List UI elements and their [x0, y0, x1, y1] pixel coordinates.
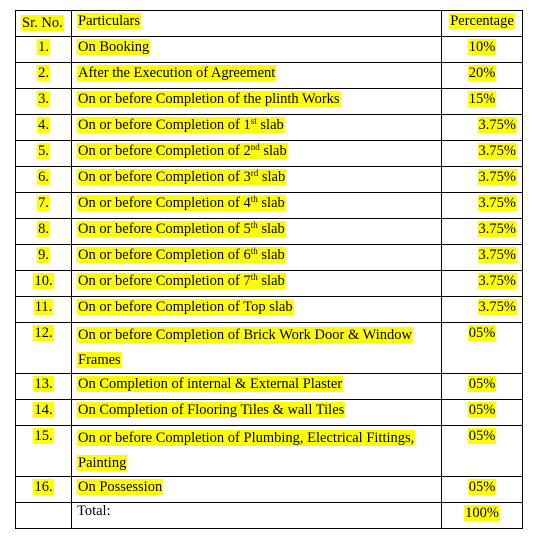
total-sr-empty [16, 503, 72, 529]
table-row [16, 426, 523, 477]
row-particulars: On or before Completion of 3rd slab [72, 167, 442, 193]
row-sr: 4. [16, 115, 72, 141]
table-row [16, 374, 523, 400]
row-particulars: On or before Completion of 4th slab [72, 193, 442, 219]
row-sr: 11. [16, 297, 72, 323]
row-percentage: 05% [442, 477, 523, 503]
row-sr: 9. [16, 245, 72, 271]
header-percentage: Percentage [442, 11, 523, 37]
row-percentage: 3.75% [442, 141, 523, 167]
row-sr: 6. [16, 167, 72, 193]
row-particulars: On Completion of internal & External Plaster [72, 374, 442, 400]
row-particulars: On or before Completion of 6th slab [72, 245, 442, 271]
row-particulars: On or before Completion of 1st slab [72, 115, 442, 141]
table-row [16, 271, 523, 297]
row-particulars: On or before Completion of Brick Work Door & Window Frames [72, 323, 442, 374]
row-percentage: 15% [442, 89, 523, 115]
row-sr: 12. [16, 323, 72, 374]
row-percentage: 3.75% [442, 297, 523, 323]
row-sr: 8. [16, 219, 72, 245]
row-particulars: On Booking [72, 37, 442, 63]
row-sr: 7. [16, 193, 72, 219]
row-percentage: 05% [442, 323, 523, 374]
row-particulars: On or before Completion of the plinth Works [72, 89, 442, 115]
row-sr: 1. [16, 37, 72, 63]
row-particulars: On or before Completion of 7th slab [72, 271, 442, 297]
row-percentage: 3.75% [442, 245, 523, 271]
payment-schedule-table [15, 10, 523, 529]
row-percentage: 10% [442, 37, 523, 63]
table-row [16, 89, 523, 115]
table-row [16, 115, 523, 141]
row-sr: 16. [16, 477, 72, 503]
row-sr: 2. [16, 63, 72, 89]
total-percentage: 100% [442, 503, 523, 529]
total-label: Total: [72, 503, 442, 529]
row-percentage: 3.75% [442, 271, 523, 297]
row-percentage: 05% [442, 374, 523, 400]
table-row [16, 37, 523, 63]
row-particulars: On Completion of Flooring Tiles & wall Tiles [72, 400, 442, 426]
row-particulars: On or before Completion of 2nd slab [72, 141, 442, 167]
table-row [16, 400, 523, 426]
row-percentage: 20% [442, 63, 523, 89]
row-percentage: 05% [442, 400, 523, 426]
table-row [16, 297, 523, 323]
row-particulars: On or before Completion of Plumbing, Electrical Fittings, Painting [72, 426, 442, 477]
table-header-row [16, 11, 523, 37]
row-particulars: After the Execution of Agreement [72, 63, 442, 89]
header-particulars: Particulars [72, 11, 442, 37]
row-percentage: 3.75% [442, 115, 523, 141]
table-row [16, 193, 523, 219]
row-percentage: 3.75% [442, 219, 523, 245]
table-row [16, 63, 523, 89]
header-sr-no: Sr. No. [16, 11, 72, 37]
table-row [16, 477, 523, 503]
row-particulars: On or before Completion of Top slab [72, 297, 442, 323]
row-sr: 10. [16, 271, 72, 297]
row-percentage: 3.75% [442, 193, 523, 219]
table-row [16, 219, 523, 245]
row-percentage: 3.75% [442, 167, 523, 193]
row-percentage: 05% [442, 426, 523, 477]
row-sr: 14. [16, 400, 72, 426]
table-row [16, 167, 523, 193]
table-row [16, 141, 523, 167]
row-sr: 5. [16, 141, 72, 167]
table-row [16, 245, 523, 271]
row-particulars: On or before Completion of 5th slab [72, 219, 442, 245]
row-particulars: On Possession [72, 477, 442, 503]
row-sr: 13. [16, 374, 72, 400]
row-sr: 3. [16, 89, 72, 115]
table-row [16, 323, 523, 374]
row-sr: 15. [16, 426, 72, 477]
total-row [16, 503, 523, 529]
